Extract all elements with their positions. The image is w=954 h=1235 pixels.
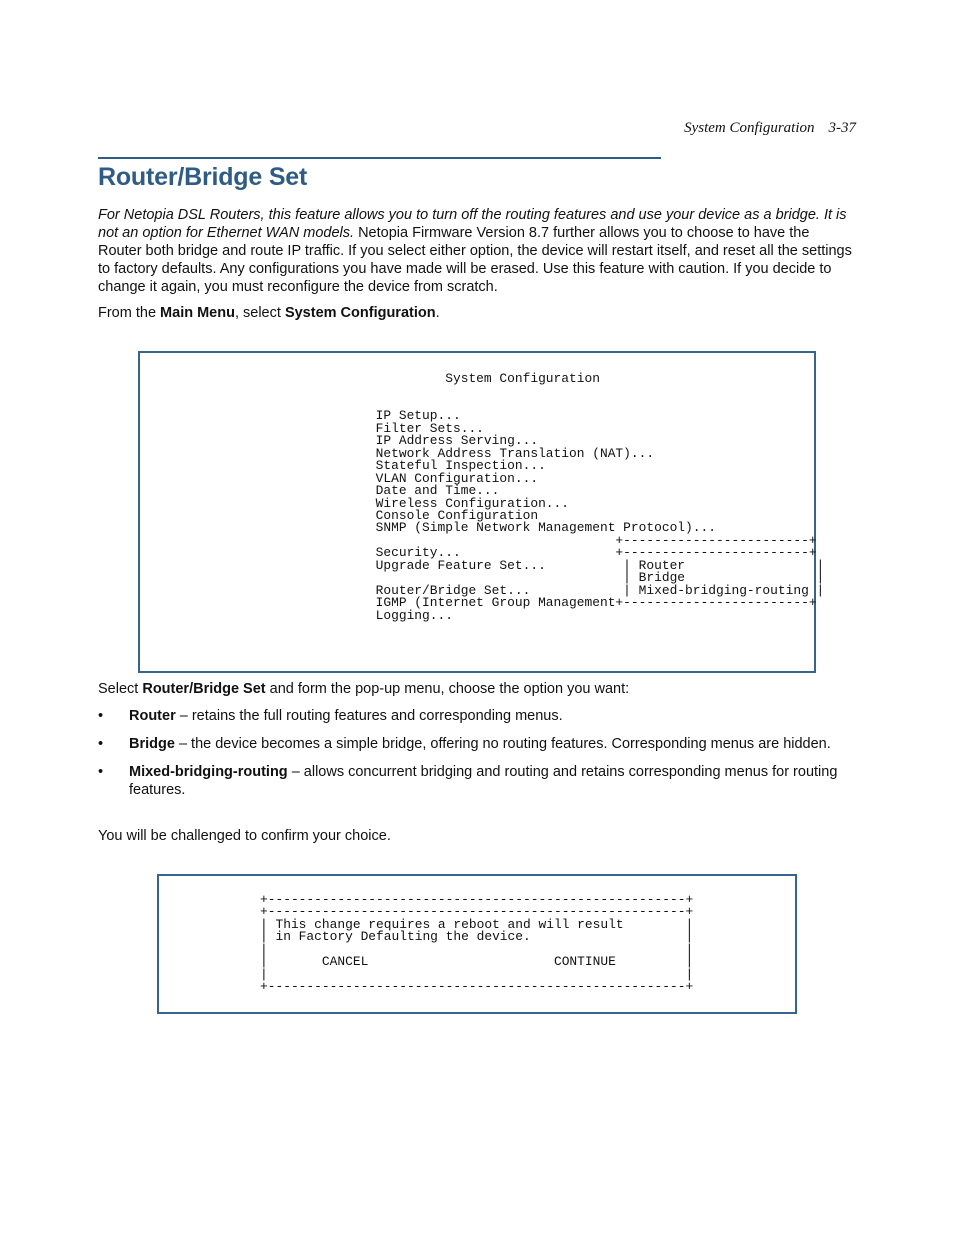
intro-normal: Netopia Firmware Version 8.7 further allows you to choose to have the Router both bridge and route IP traffic. If you select either option, the device will restart itself, and reset all the settings to factory defaults. Any configurations you have made will be erased. Use this feature with caution. If you decide to change it again, you must reconfigure the device from scratch. [98,225,852,295]
system-configuration-term: System Configuration [284,305,436,321]
from-text-2: , select [234,305,285,321]
bullet-icon: • [98,708,104,724]
option-term: Router [129,708,176,724]
confirm-dialog-terminal-text: +------------------------------------------------------+ +------------------------------------------------------+ | This change requires a reboot and will result | | in Factory Defaulting the device. | | | | CANCEL CONTINUE | | | +------------------------------------------------------+ [260,892,694,995]
section-title: Router/Bridge Set [98,163,308,191]
system-configuration-screen [138,351,825,673]
option-description: – the device becomes a simple bridge, offering no routing features. Corresponding menus are hidden. [174,736,831,752]
header-page-number: 3-37 [828,120,856,136]
option-term: Mixed-bridging-routing [129,764,288,780]
intro-paragraph [98,206,855,296]
title-rule [98,157,661,159]
option-list [98,707,855,809]
select-text-1: Select [98,681,143,697]
from-text-1: From the [98,305,161,321]
system-configuration-terminal-text: System Configuration IP Setup... Filter Sets... IP Address Serving... Network Address Translation (NAT)... Stateful Inspection... VLAN Configuration... Date and Time... Wireless Configuration... Console Configuration SNMP (Simple Network Management Protocol)... +------------------------+ Security... +------------------------+ Upgrade Feature Set... | Router | | Bridge | Router/Bridge Set... | Mixed-bridging-routing | IGMP (Internet Group Management+------------------------+ Logging... [375,371,825,623]
from-text-3: . [435,305,440,321]
list-item [98,735,855,753]
list-item [98,763,855,799]
confirm-dialog-screen [157,874,797,1014]
option-term: Bridge [129,736,175,752]
confirm-paragraph: You will be challenged to confirm your choice. [98,828,391,844]
bullet-icon: • [98,736,104,752]
option-description: – retains the full routing features and corresponding menus. [175,708,563,724]
router-bridge-set-term: Router/Bridge Set [142,681,266,697]
running-header [684,120,856,137]
select-text-2: and form the pop-up menu, choose the option you want: [265,681,630,697]
header-section: System Configuration [684,120,815,136]
main-menu-term: Main Menu [160,305,235,321]
from-paragraph [98,304,855,322]
bullet-icon: • [98,764,104,780]
option-description: – allows concurrent bridging and routing and retains corresponding menus for routing features. [129,764,838,798]
select-paragraph [98,680,855,698]
intro-italic: For Netopia DSL Routers, this feature allows you to turn off the routing features and use your device as a bridge. It is not an option for Ethernet WAN models. [98,207,847,241]
list-item [98,707,855,725]
